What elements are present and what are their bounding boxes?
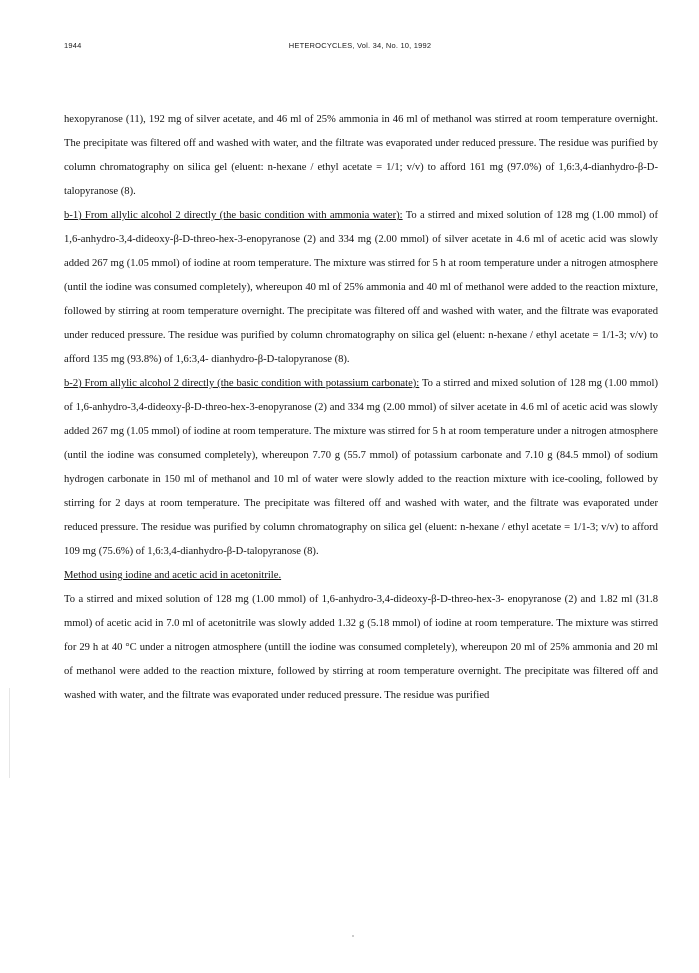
- text-line: chromatography on silica gel (eluent: n-hexane / ethyl acetate = 1/1-3; v/v) to afford 135 mg (93.8%) of 1,6:3,4-: [64, 330, 658, 365]
- paragraph-method-acetonitrile: [64, 588, 658, 708]
- text-line: solution of 128 mg (1.00 mmol) of 1,6-anhydro-3,4-dideoxy-β-D-threo-hex-3-enopyranose (2) and 334 mg: [64, 378, 658, 413]
- text-line: of silver acetate in 4.6 ml of acetic acid was slowly added 267 mg (1.05 mmol) of iodine at room temperature.: [64, 234, 658, 269]
- section-heading-method: Method using iodine and acetic acid in acetonitrile.: [64, 570, 282, 581]
- text-line: added to the reaction mixture, followed by stirring at room temperature overnight. The precipitate was filtered: [143, 666, 624, 677]
- page-number: 1944: [64, 41, 82, 50]
- text-line: To a stirred and mixed solution of: [405, 210, 553, 221]
- running-header: [64, 41, 656, 53]
- paragraph-b2-potassium-carbonate: [64, 372, 658, 564]
- text-line: with ice-cooling, followed by stirring for 2 days at room temperature. The precipitate was filtered off and: [64, 474, 658, 509]
- text-line: column chromatography on silica gel (eluent: n-hexane / ethyl acetate = 1/1-3; v/v) to afford 109 mg (75.6%) of: [64, 522, 658, 557]
- text-line: room temperature overnight. The precipitate was filtered off and washed with water, and the filtrate was: [64, 114, 658, 149]
- paragraph-method-heading: [64, 564, 658, 588]
- text-line: washed with water, and the filtrate was evaporated under reduced pressure. The residue was purified by: [64, 498, 658, 533]
- section-heading-b2: b-2) From allylic alcohol 2 directly (the basic condition with potassium carbonate):: [64, 378, 420, 389]
- text-line: off and washed with water, and the filtrate was evaporated under reduced pressure. The residue was purified: [64, 666, 658, 701]
- text-line: enopyranose (2) and 1.82 ml (31.8 mmol) of acetic acid in 7.0 ml of acetonitrile was slowly added 1.32 g (5.18: [64, 594, 658, 629]
- paragraph-product-8: [64, 108, 658, 204]
- text-line: was consumed completely), whereupon 7.70 g (55.7 mmol) of potassium carbonate and 7.10 g (84.5 mmol) of: [137, 450, 624, 461]
- text-line: dianhydro-β-D-talopyranose (8).: [211, 354, 350, 365]
- text-line: 1,6:3,4-dianhydro-β-D-talopyranose (8).: [147, 546, 319, 557]
- article-body: [64, 108, 658, 708]
- text-line: hexopyranose (11), 192 mg of silver acetate, and 46 ml of 25% ammonia in 46 ml of methanol was stirred at: [64, 114, 533, 125]
- text-line: water, and the filtrate was evaporated under reduced pressure. The residue was purified by column: [64, 306, 658, 341]
- text-line: mixture, followed by stirring at room temperature overnight. The precipitate was filtered off and washed with: [64, 282, 658, 317]
- journal-citation: HETEROCYCLES, Vol. 34, No. 10, 1992: [288, 41, 432, 50]
- text-line: evaporated under reduced pressure. The residue was purified by column chromatography on silica gel (eluent:: [64, 138, 658, 173]
- text-line: (2.00 mmol) of silver acetate in 4.6 ml of acetic acid was slowly added 267 mg (1.05 mmol) of iodine at room: [64, 402, 658, 437]
- text-line: consumed completely), whereupon 40 ml of 25% ammonia and 40 ml of methanol were added to the reaction: [153, 282, 620, 293]
- section-heading-b1: b-1) From allylic alcohol 2 directly (the basic condition with ammonia water):: [64, 210, 403, 221]
- scan-edge-mark: [9, 688, 10, 778]
- paragraph-b1-ammonia: [64, 204, 658, 372]
- text-line: n-hexane / ethyl acetate = 1/1; v/v) to afford 161 mg (97.0%) of 1,6:3,4-dianhydro-β-D-talopyranose (8).: [64, 162, 658, 197]
- text-line: 128 mg (1.00 mmol) of 1,6-anhydro-3,4-dideoxy-β-D-threo-hex-3-enopyranose (2) and 334 mg (2.00 mmol): [64, 210, 658, 245]
- scan-speck: [352, 935, 354, 937]
- text-line: To a stirred and mixed solution of 128 mg (1.00 mmol) of 1,6-anhydro-3,4-dideoxy-β-D-threo-hex-3-: [64, 594, 505, 605]
- text-line: The mixture was stirred for 5 h at room temperature under a nitrogen atmosphere (until the iodine was: [64, 258, 658, 293]
- text-line: mmol) of iodine at room temperature. The mixture was stirred for 29 h at 40 °C under a nitrogen atmosphere: [64, 618, 658, 653]
- text-line: temperature. The mixture was stirred for 5 h at room temperature under a nitrogen atmosphere (until the iodine: [64, 426, 659, 461]
- text-line: (untill the iodine was consumed completely), whereupon 20 ml of 25% ammonia and 20 ml of methanol were: [64, 642, 659, 677]
- text-line: sodium hydrogen carbonate in 150 ml of methanol and 10 ml of water were slowly added to the reaction mixture: [64, 450, 658, 485]
- text-line: To a stirred and mixed: [421, 378, 519, 389]
